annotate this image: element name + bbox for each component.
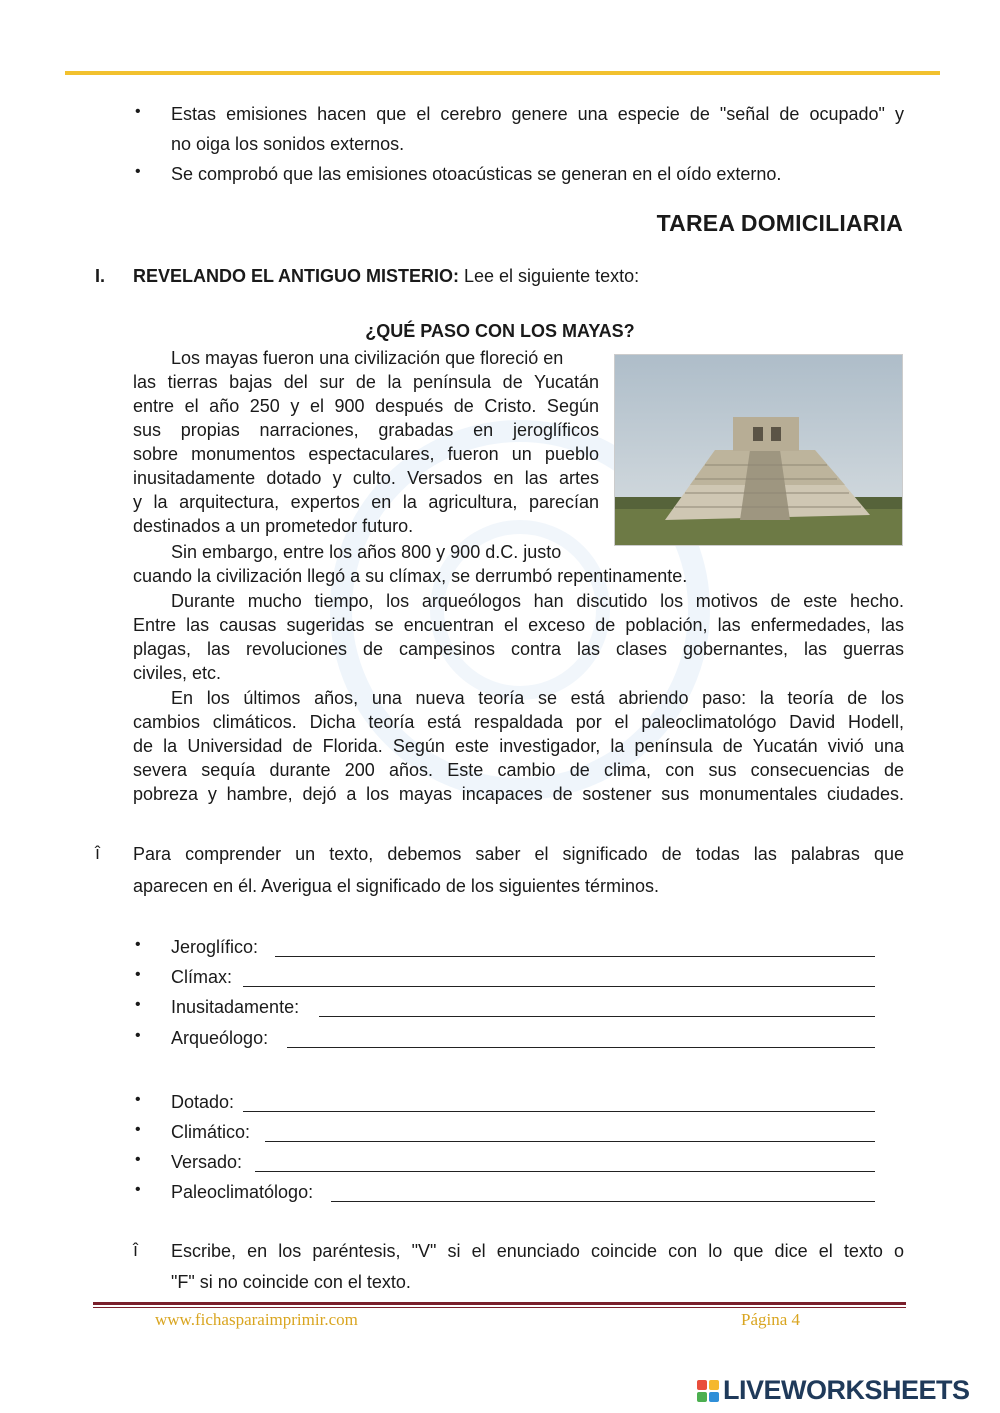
reading-line: y la arquitectura, expertos en la agricultura, parecían: [133, 492, 599, 512]
term-label: Inusitadamente:: [171, 997, 300, 1017]
answer-line-climax[interactable]: [243, 970, 875, 987]
task2-line-1: Escribe, en los paréntesis, "V" si el enunciado coincide con lo que dice el texto o: [171, 1241, 904, 1261]
reading-line: sobre monumentos espectaculares, fueron un pueblo: [133, 444, 599, 464]
footer-page-number: Página 4: [741, 1310, 801, 1329]
reading-line: plagas, las revoluciones de campesinos contra las clases gobernantes, las guerras: [133, 639, 904, 659]
bullet-icon: •: [135, 996, 141, 1013]
reading-line: civiles, etc.: [133, 663, 222, 683]
term-label: Arqueólogo:: [171, 1028, 269, 1048]
reading-line: Entre las causas sugeridas se encuentran el exceso de población, las enfermedades, las: [133, 615, 904, 635]
section-title: [133, 266, 639, 287]
answer-line-paleoclimatologo[interactable]: [331, 1185, 875, 1202]
reading-line: Sin embargo, entre los años 800 y 900 d.C. justo: [171, 542, 562, 562]
liveworksheets-brand[interactable]: [697, 1375, 970, 1406]
task-marker-icon: î: [95, 843, 101, 863]
reading-line: destinados a un prometedor futuro.: [133, 516, 414, 536]
term-label: Versado:: [171, 1152, 243, 1172]
reading-title: ¿QUÉ PASO CON LOS MAYAS?: [365, 321, 635, 341]
answer-line-versado[interactable]: [255, 1155, 875, 1172]
task1-line-1: Para comprender un texto, debemos saber el significado de todas las palabras que: [133, 844, 904, 864]
term-label: Paleoclimatólogo:: [171, 1182, 314, 1202]
pyramid-illustration: [615, 355, 902, 545]
term-label: Climático:: [171, 1122, 251, 1142]
term-label: Clímax:: [171, 967, 233, 987]
reading-line: sus propias narraciones, grabadas en jeroglíficos: [133, 420, 599, 440]
answer-line-jeroglifico[interactable]: [275, 940, 875, 957]
reading-line: En los últimos años, una nueva teoría se está abriendo paso: la teoría de los: [171, 688, 904, 708]
pyramid-image: [614, 354, 903, 546]
liveworksheets-logo-icon: [697, 1380, 719, 1402]
bullet-icon: •: [135, 1181, 141, 1198]
reading-line: entre el año 250 y el 900 después de Cristo. Según: [133, 396, 599, 416]
answer-line-arqueologo[interactable]: [287, 1031, 875, 1048]
intro-bullet-1-line-1: Estas emisiones hacen que el cerebro genere una especie de "señal de ocupado" y: [171, 104, 904, 124]
bullet-icon: •: [135, 936, 141, 953]
intro-bullet-1-line-2: no oiga los sonidos externos.: [171, 134, 405, 154]
section-title-bold: REVELANDO EL ANTIGUO MISTERIO:: [133, 266, 460, 286]
task-marker-icon: î: [133, 1240, 139, 1260]
section-instruction: Lee el siguiente texto:: [459, 266, 640, 286]
bullet-icon: •: [135, 1027, 141, 1044]
footer-rule-thin: [93, 1307, 906, 1308]
bullet-icon: •: [135, 1121, 141, 1138]
answer-line-dotado[interactable]: [243, 1095, 875, 1112]
section-number: I.: [95, 266, 106, 286]
reading-line: cuando la civilización llegó a su clímax, se derrumbó repentinamente.: [133, 566, 688, 586]
term-label: Dotado:: [171, 1092, 235, 1112]
reading-line: Durante mucho tiempo, los arqueólogos han discutido los motivos de este hecho.: [171, 591, 904, 611]
task2-line-2: "F" si no coincide con el texto.: [171, 1272, 411, 1292]
brand-name: LIVEWORKSHEETS: [723, 1375, 970, 1405]
answer-line-inusitadamente[interactable]: [319, 1000, 875, 1017]
reading-line: inusitadamente dotado y culto. Versados en las artes: [133, 468, 599, 488]
reading-line: pobreza y hambre, dejó a los mayas incapaces de sostener sus monumentales ciudades.: [133, 784, 904, 804]
bullet-icon: •: [135, 966, 141, 983]
reading-line: de la Universidad de Florida. Según este investigador, la península de Yucatán vivió una: [133, 736, 904, 756]
homework-heading: TAREA DOMICILIARIA: [656, 210, 903, 236]
footer-rule: [93, 1302, 906, 1305]
bullet-icon: •: [135, 163, 141, 180]
answer-line-climatico[interactable]: [265, 1125, 875, 1142]
reading-line: las tierras bajas del sur de la península de Yucatán: [133, 372, 599, 392]
term-label: Jeroglífico:: [171, 937, 259, 957]
bullet-icon: •: [135, 103, 141, 120]
bullet-icon: •: [135, 1151, 141, 1168]
bullet-icon: •: [135, 1091, 141, 1108]
reading-line: severa sequía durante 200 años. Este cambio de clima, con sus consecuencias de: [133, 760, 904, 780]
footer-website[interactable]: www.fichasparaimprimir.com: [155, 1310, 358, 1329]
reading-line: cambios climáticos. Dicha teoría está respaldada por el paleoclimatológo David Hodell,: [133, 712, 904, 732]
reading-line: Los mayas fueron una civilización que floreció en: [171, 348, 564, 368]
intro-bullet-2: Se comprobó que las emisiones otoacústicas se generan en el oído externo.: [171, 164, 782, 184]
top-rule: [65, 71, 940, 75]
task1-line-2: aparecen en él. Averigua el significado de los siguientes términos.: [133, 876, 659, 896]
